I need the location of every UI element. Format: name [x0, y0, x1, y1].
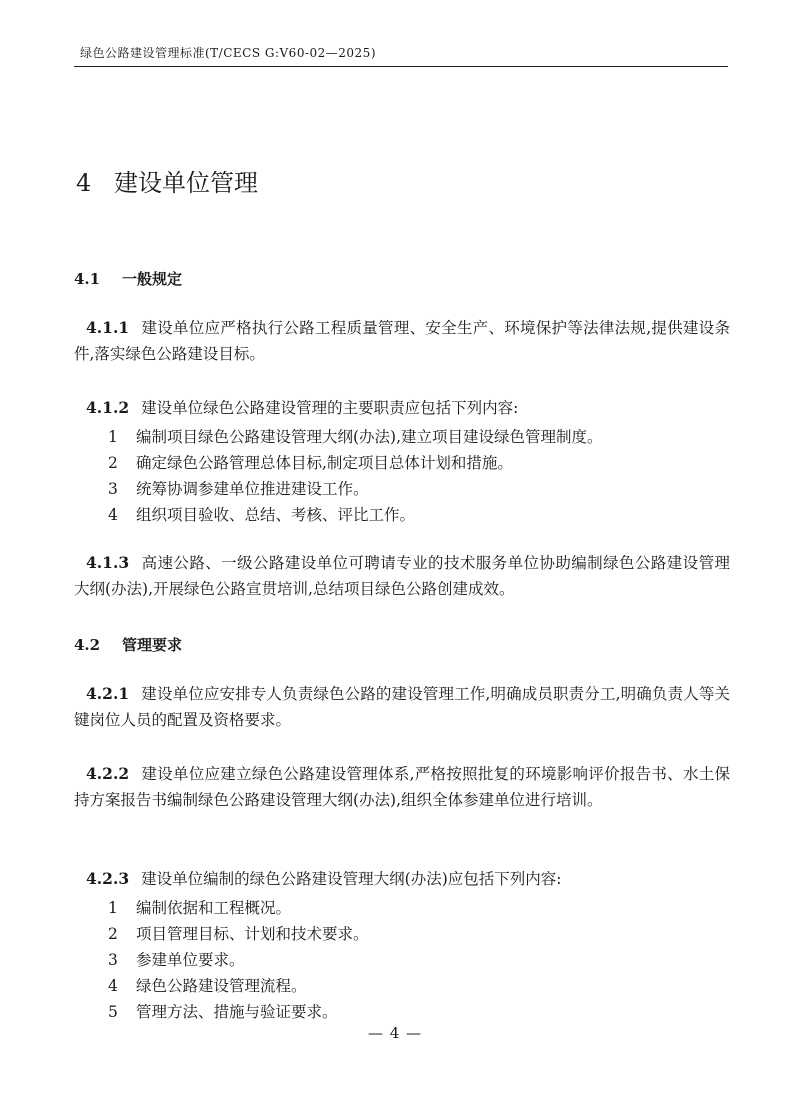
section-heading-4-2 — [74, 634, 182, 655]
list-item-number: 3 — [108, 951, 118, 969]
list-item-number: 1 — [108, 428, 118, 446]
list-item — [108, 896, 291, 918]
clause-4-2-3 — [74, 866, 730, 892]
clause-number: 4.1.1 — [86, 318, 130, 337]
list-item — [108, 1000, 338, 1022]
running-header: 绿色公路建设管理标准(T/CECS G:V60-02—2025) — [80, 46, 376, 60]
list-item-number: 2 — [108, 925, 118, 943]
section-title: 管理要求 — [122, 636, 183, 654]
clause-4-2-2 — [74, 761, 730, 813]
clause-text: 建设单位编制的绿色公路建设管理大纲(办法)应包括下列内容: — [141, 870, 562, 888]
clause-text: 建设单位应建立绿色公路建设管理体系,严格按照批复的环境影响评价报告书、水土保持方案报告书编制绿色公路建设管理大纲(办法),组织全体参建单位进行培训。 — [74, 765, 730, 809]
list-item-text: 项目管理目标、计划和技术要求。 — [136, 925, 369, 943]
chapter-title-text: 建设单位管理 — [114, 169, 258, 197]
clause-number: 4.1.3 — [86, 553, 130, 572]
chapter-title — [76, 163, 258, 198]
clause-text: 高速公路、一级公路建设单位可聘请专业的技术服务单位协助编制绿色公路建设管理大纲(办法),开展绿色公路宣贯培训,总结项目绿色公路创建成效。 — [74, 554, 730, 598]
clause-number: 4.2.3 — [86, 869, 130, 888]
list-item-number: 4 — [108, 506, 118, 524]
section-heading-4-1 — [74, 268, 182, 289]
list-item-number: 5 — [108, 1003, 118, 1021]
section-number: 4.1 — [74, 270, 101, 288]
list-item-text: 编制项目绿色公路建设管理大纲(办法),建立项目建设绿色管理制度。 — [136, 428, 603, 446]
list-item — [108, 451, 513, 473]
list-item — [108, 948, 245, 970]
clause-4-1-3 — [74, 550, 730, 602]
clause-4-1-1 — [74, 315, 730, 367]
chapter-number: 4 — [76, 169, 92, 197]
clause-number: 4.1.2 — [86, 398, 130, 417]
list-item-text: 组织项目验收、总结、考核、评比工作。 — [136, 506, 416, 524]
list-item-number: 3 — [108, 480, 118, 498]
list-item-text: 确定绿色公路管理总体目标,制定项目总体计划和措施。 — [136, 454, 513, 472]
clause-4-1-2 — [74, 395, 730, 421]
list-item — [108, 503, 415, 525]
clause-number: 4.2.1 — [86, 684, 130, 703]
clause-text: 建设单位应安排专人负责绿色公路的建设管理工作,明确成员职责分工,明确负责人等关键岗位人员的配置及资格要求。 — [74, 685, 730, 729]
clause-4-2-1 — [74, 681, 730, 733]
list-item-text: 参建单位要求。 — [136, 951, 245, 969]
section-title: 一般规定 — [122, 270, 183, 288]
header-rule — [74, 66, 728, 67]
list-item-text: 统筹协调参建单位推进建设工作。 — [136, 480, 369, 498]
list-item-text: 管理方法、措施与验证要求。 — [136, 1003, 338, 1021]
list-item-number: 2 — [108, 454, 118, 472]
clause-text: 建设单位绿色公路建设管理的主要职责应包括下列内容: — [141, 399, 519, 417]
list-item-text: 绿色公路建设管理流程。 — [136, 977, 307, 995]
list-item-number: 4 — [108, 977, 118, 995]
section-number: 4.2 — [74, 636, 101, 654]
list-item-text: 编制依据和工程概况。 — [136, 899, 292, 917]
page-number: — 4 — — [367, 1024, 423, 1042]
clause-text: 建设单位应严格执行公路工程质量管理、安全生产、环境保护等法律法规,提供建设条件,落实绿色公路建设目标。 — [74, 319, 730, 363]
list-item — [108, 425, 603, 447]
list-item — [108, 974, 307, 996]
list-item — [108, 477, 369, 499]
list-item — [108, 922, 369, 944]
clause-number: 4.2.2 — [86, 764, 130, 783]
list-item-number: 1 — [108, 899, 118, 917]
